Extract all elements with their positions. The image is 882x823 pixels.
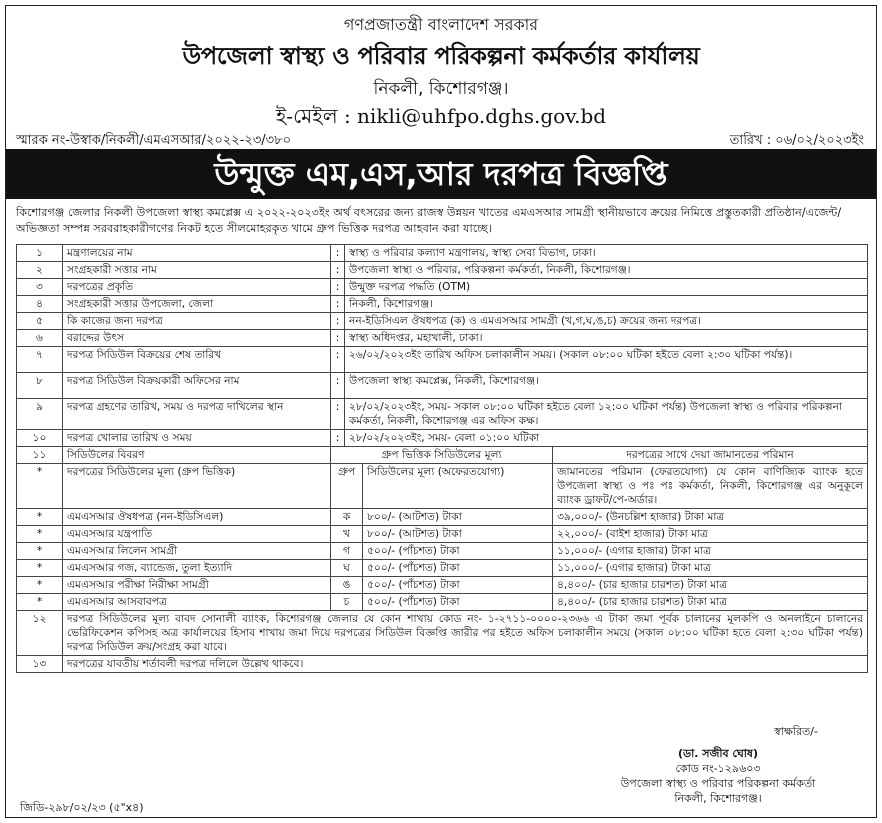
office-email: ই-মেইল : nikli@uhfpo.dghs.gov.bd — [275, 104, 607, 128]
signatory-place: নিকলী, কিশোরগঞ্জ। — [674, 792, 762, 805]
table-row: ৮ দরপত্র সিডিউল বিক্রয়কারী অফিসের নাম : উপজেলা স্বাস্থ্য কমপ্লেক্স, নিকলী, কিশোরগঞ্জ। — [17, 373, 868, 399]
table-row: ৪ সংগ্রহকারী সত্তার উপজেলা, জেলা : নিকলী, কিশোরগঞ্জ। — [17, 296, 868, 313]
notice-page — [5, 5, 877, 818]
notice-date: তারিখ : ০৬/০২/২০২৩ইং — [729, 133, 864, 148]
table-row: ২ সংগ্রহকারী সত্তার নাম : উপজেলা স্বাস্থ্য ও পরিবার, পরিকল্পনা কর্মকর্তা, নিকলী, কিশোরগঞ্জ। — [17, 262, 868, 279]
table-row: ৬ বরাদ্দের উৎস : স্বাস্থ্য অধিদপ্তর, মহাখালী, ঢাকা। — [17, 330, 868, 347]
intro-paragraph: কিশোরগঞ্জ জেলার নিকলী উপজেলা স্বাস্থ্য কমপ্লেক্স এ ২০২২-২০২৩ইং অর্থ বৎসরের জন্য রাজস্ব উন্নয়ন খাতের এমএসআর সামগ্রী স্থানীয়ভাবে ক্রয়ের নিমিত্তে প্রস্তুতকারী প্রতিষ্ঠান/এজেন্ট/অভিজ্ঞতা সম্পন্ন সরবরাহকারীগণের নিকট হতে সীলমোহরকৃত খামে গ্রুপ ভিত্তিক দরপত্র আহবান করা যাচ্ছে। — [16, 206, 842, 235]
schedule-item-row: * এমএসআর আসবাবপত্র চ ৫০০/- (পাঁচশত) টাকা ৪,৪০০/- (চার হাজার চারশত) টাকা মাত্র — [17, 594, 868, 611]
conditions-row: ১৩ দরপত্রের যাবতীয় শর্তাবলী দরপত্র দলিলে উল্লেখ থাকবে। — [17, 656, 868, 673]
office-name: উপজেলা স্বাস্থ্য ও পরিবার পরিকল্পনা কর্মকর্তার কার্যালয় — [182, 42, 700, 70]
government-name: গণপ্রজাতন্ত্রী বাংলাদেশ সরকার — [343, 15, 539, 34]
schedule-item-row: * এমএসআর পরীক্ষা নিরীক্ষা সামগ্রী ঙ ৫০০/- (পাঁচশত) টাকা ৪,৪০০/- (চার হাজার চারশত) টাকা মাত্র — [17, 577, 868, 594]
table-row: ৩ দরপত্রের প্রকৃতি : উন্মুক্ত দরপত্র পদ্ধতি (OTM) — [17, 279, 868, 296]
schedule-item-row: * এমএসআর যন্ত্রপাতি খ ৮০০/- (আটশত) টাকা ২২,০০০/- (বাইশ হাজার) টাকা মাত্র — [17, 526, 868, 543]
table-row: ৫ কি কাজের জন্য দরপত্র : নন-ইডিসিএল ঔষধপত্র (ক) ও এমএসআর সামগ্রী (খ,গ,ঘ,ঙ,চ) ক্রয়ের জন্য দরপত্র। — [17, 313, 868, 330]
schedule-header-row: ১১ সিডিউলের বিবরণ গ্রুপ ভিত্তিক সিডিউলের মূল্য দরপত্রের সাথে দেয়া জামানতের পরিমান — [17, 447, 868, 464]
signatory-designation: উপজেলা স্বাস্থ্য ও পরিবার পরিকল্পনা কর্মকর্তা — [620, 777, 816, 790]
notice-title-banner: উন্মুক্ত এম,এস,আর দরপত্র বিজ্ঞপ্তি — [6, 149, 876, 199]
signature-block — [598, 725, 838, 806]
schedule-item-row: * এমএসআর ঔষধপত্র (নন-ইডিসিএল) ক ৮০০/- (আটশত) টাকা ৩৯,০০০/- (উনচল্লিশ হাজার) টাকা মাত্র — [17, 509, 868, 526]
table-row: ৯ দরপত্র গ্রহণের তারিখ, সময় ও দরপত্র দাখিলের স্থান : ২৮/০২/২০২৩ইং, সময়- সকাল ০৮:০০ ঘটিকা হইতে বেলা ১২:০০ ঘটিকা পর্যন্ত) উপজেলা স্বাস্থ্য ও পরিবার পরিকল্পনা কর্মকর্তা, নিকলী, কিশোরগঞ্জ এর অফিস কক্ষ। — [17, 399, 868, 430]
signatory-name: (ডা. সজীব ঘোষ) — [677, 747, 759, 760]
schedule-item-row: * এমএসআর গজ, ব্যান্ডেজ, তুলা ইত্যাদি ঘ ৫০০/- (পাঁচশত) টাকা ১১,০০০/- (এগার হাজার) টাকা মাত্র — [17, 560, 868, 577]
table-row: ১০ দরপত্র খোলার তারিখ ও সময় : ২৮/০২/২০২৩ইং, সময়- বেলা ০১:০০ ঘটিকা — [17, 430, 868, 447]
office-location: নিকলী, কিশোরগঞ্জ। — [373, 79, 509, 99]
payment-instructions-row: ১২ দরপত্র সিডিউলের মূল্য বাবদ সোনালী ব্যাংক, কিশোরগঞ্জ জেলার যে কোন শাখায় কোড নং- ১-২৭১১-০০০০-২৩৬৬ এ টাকা জমা পূর্বক চালানের মূলকপি ও অনলাইনে চালানের ভেরিফিকেশন কপিসহ অত্র কার্যালয়ের হিসাব শাখায় জমা দিয়ে দরপত্রের সিডিউল বিজ্ঞপ্তি জারীর পর হইতে অফিস চলাকালীন সময়ে (সকাল ০৮:০০ ঘটিকা হতে বেলা ২:৩০ ঘটিকা পর্যন্ত) দরপত্র সিডিউল ক্রয়/সংগ্রহ করা যাবে। — [17, 611, 868, 656]
signed-mark: স্বাক্ষরিত/- — [774, 725, 818, 738]
schedule-item-row: * এমএসআর লিলেন সামগ্রী গ ৫০০/- (পাঁচশত) টাকা ১১,০০০/- (এগার হাজার) টাকা মাত্র — [17, 543, 868, 560]
signatory-code: কোড নং-১২৯৬০৩ — [675, 762, 761, 775]
schedule-subheader-row: * দরপত্রের সিডিউলের মূল্য (গ্রুপ ভিত্তিক) গ্রুপ সিডিউলের মূল্য (অফেরতযোগ্য) জামানতের পরিমান (ফেরতযোগ্য) যে কোন বাণিজ্যিক ব্যাংক হতে উপজেলা স্বাস্থ্য ও পঃ পঃ কর্মকর্তা, নিকলী, কিশোরগঞ্জ এর অনুকূলে ব্যাংক ড্রাফট/পে-অর্ডার। — [17, 464, 868, 509]
tender-details-table — [16, 244, 868, 673]
memo-number: স্মারক নং-উস্বাক/নিকলী/এমএসআর/২০২২-২৩/৩৮০ — [16, 133, 292, 148]
gd-code: জিডি-২৯৮/০২/২৩ (৫"x৪) — [20, 801, 144, 814]
table-row: ১ মন্ত্রণালয়ের নাম : স্বাস্থ্য ও পরিবার কল্যাণ মন্ত্রণালয়, স্বাস্থ্য সেবা বিভাগ, ঢাকা। — [17, 245, 868, 262]
table-row: ৭ দরপত্র সিডিউল বিক্রয়ের শেষ তারিখ : ২৬/০২/২০২৩ইং তারিখ অফিস চলাকালীন সময়। (সকাল ০৮:০০ ঘটিকা হইতে বেলা ২:৩০ ঘটিকা পর্যন্ত)। — [17, 347, 868, 373]
